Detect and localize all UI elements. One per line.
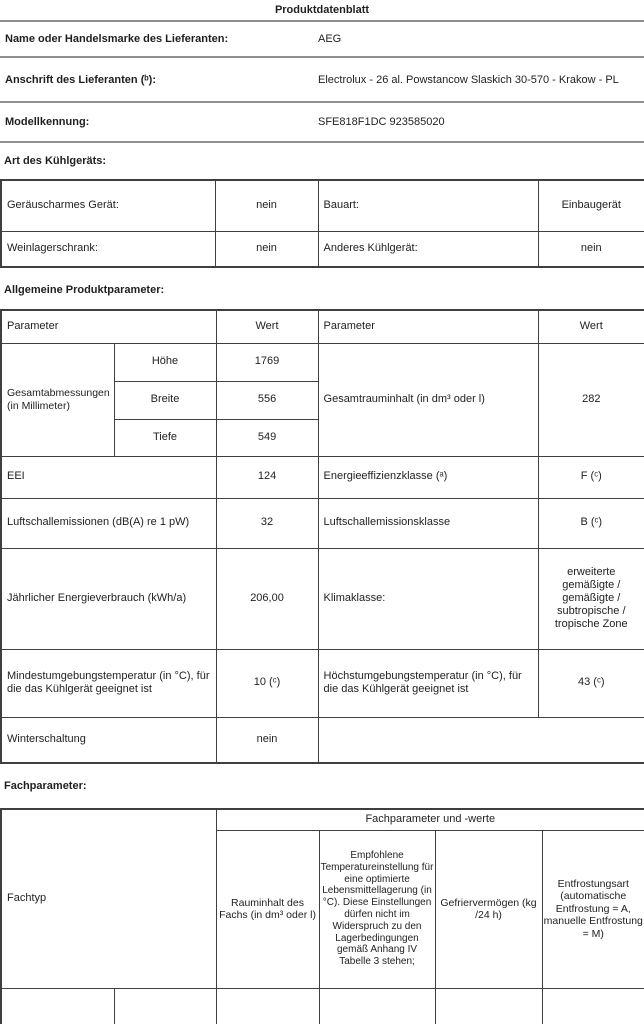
model-id-row: [0, 103, 644, 143]
max-ambient-temp-label: Höchstumgebungstemperatur (in °C), für die das Kühlgerät geeignet ist: [318, 649, 538, 717]
header-parameter-right: Parameter: [318, 310, 538, 343]
eei-label: EEI: [1, 456, 216, 498]
model-id-label: Modellkennung:: [5, 116, 90, 128]
climate-class-value: erweiterte gemäßigte / gemäßigte / subtropische / tropische Zone: [538, 548, 644, 649]
supplier-name-value: AEG: [318, 33, 342, 45]
depth-label: Tiefe: [114, 419, 216, 456]
low-noise-value: nein: [215, 180, 318, 231]
noise-class-label: Luftschallemissionsklasse: [318, 498, 538, 548]
empty-cell: [319, 988, 435, 1024]
empty-cell: [216, 988, 319, 1024]
other-appliance-value: nein: [538, 231, 644, 267]
table-row: [1, 456, 644, 498]
wine-storage-value: nein: [215, 231, 318, 267]
empty-cell: [542, 988, 644, 1024]
recommended-temperature-header: Empfohlene Temperatureinstellung für eine optimierte Lebensmittellagerung (in °C). Diese Einstellungen dürfen nicht im Widerspruch zu den Lagerbedingungen gemäß Anhang IV Tabelle 3 stehen;: [319, 830, 435, 988]
section-heading-appliance-type: Art des Kühlgeräts:: [4, 155, 107, 167]
table-row: [1, 498, 644, 548]
table-row: [1, 717, 644, 763]
supplier-address-label: Anschrift des Lieferanten (ᵇ):: [5, 73, 156, 86]
page-title: Produktdatenblatt: [0, 0, 644, 22]
min-ambient-temp-label: Mindestumgebungstemperatur (in °C), für die das Kühlgerät geeignet ist: [1, 649, 216, 717]
compartment-group-header: Fachparameter und -werte: [216, 809, 644, 830]
section-heading-general-parameters: Allgemeine Produktparameter:: [4, 284, 165, 296]
table-row: [1, 180, 644, 231]
noise-class-value: B (ᶜ): [538, 498, 644, 548]
winter-setting-label: Winterschaltung: [1, 717, 216, 763]
max-ambient-temp-value: 43 (ᶜ): [538, 649, 644, 717]
table-row: [1, 343, 644, 381]
energy-class-label: Energieeffizienzklasse (ᵃ): [318, 456, 538, 498]
compartment-parameters-table: [0, 808, 644, 1024]
table-row: [1, 649, 644, 717]
annual-energy-label: Jährlicher Energieverbrauch (kWh/a): [1, 548, 216, 649]
empty-cell: [1, 988, 114, 1024]
header-wert-right: Wert: [538, 310, 644, 343]
eei-value: 124: [216, 456, 318, 498]
width-value: 556: [216, 381, 318, 419]
design-type-label: Bauart:: [318, 180, 538, 231]
energy-class-value: F (ᶜ): [538, 456, 644, 498]
winter-setting-empty-cell: [318, 717, 644, 763]
design-type-value: Einbaugerät: [538, 180, 644, 231]
width-label: Breite: [114, 381, 216, 419]
table-row: [1, 548, 644, 649]
section-heading-compartment-parameters: Fachparameter:: [4, 780, 87, 792]
airborne-noise-label: Luftschallemissionen (dB(A) re 1 pW): [1, 498, 216, 548]
freezing-capacity-header: Gefriervermögen (kg /24 h): [435, 830, 542, 988]
appliance-type-table: [0, 179, 644, 268]
defrost-type-header: Entfrostungsart (automatische Entfrostung = A, manuelle Entfrostung = M): [542, 830, 644, 988]
table-row: [1, 231, 644, 267]
low-noise-label: Geräuscharmes Gerät:: [1, 180, 215, 231]
height-label: Höhe: [114, 343, 216, 381]
compartment-type-header: Fachtyp: [1, 809, 216, 988]
table-header-row: [1, 809, 644, 830]
general-parameters-table: [0, 309, 644, 764]
header-parameter-left: Parameter: [1, 310, 216, 343]
other-appliance-label: Anderes Kühlgerät:: [318, 231, 538, 267]
annual-energy-value: 206,00: [216, 548, 318, 649]
table-header-row: [1, 310, 644, 343]
supplier-address-value: Electrolux - 26 al. Powstancow Slaskich 30-570 - Krakow - PL: [318, 73, 619, 86]
min-ambient-temp-value: 10 (ᶜ): [216, 649, 318, 717]
climate-class-label: Klimaklasse:: [318, 548, 538, 649]
model-id-value: SFE818F1DC 923585020: [318, 116, 445, 128]
wine-storage-label: Weinlagerschrank:: [1, 231, 215, 267]
empty-cell: [114, 988, 216, 1024]
compartment-volume-header: Rauminhalt des Fachs (in dm³ oder l): [216, 830, 319, 988]
table-row: [1, 988, 644, 1024]
empty-cell: [435, 988, 542, 1024]
header-wert-left: Wert: [216, 310, 318, 343]
supplier-address-row: [0, 58, 644, 103]
total-volume-label: Gesamtrauminhalt (in dm³ oder l): [318, 343, 538, 456]
supplier-name-row: [0, 22, 644, 58]
total-volume-value: 282: [538, 343, 644, 456]
overall-dimensions-label: Gesamtabmessungen (in Millimeter): [1, 343, 114, 456]
winter-setting-value: nein: [216, 717, 318, 763]
height-value: 1769: [216, 343, 318, 381]
depth-value: 549: [216, 419, 318, 456]
airborne-noise-value: 32: [216, 498, 318, 548]
supplier-name-label: Name oder Handelsmarke des Lieferanten:: [5, 33, 229, 45]
